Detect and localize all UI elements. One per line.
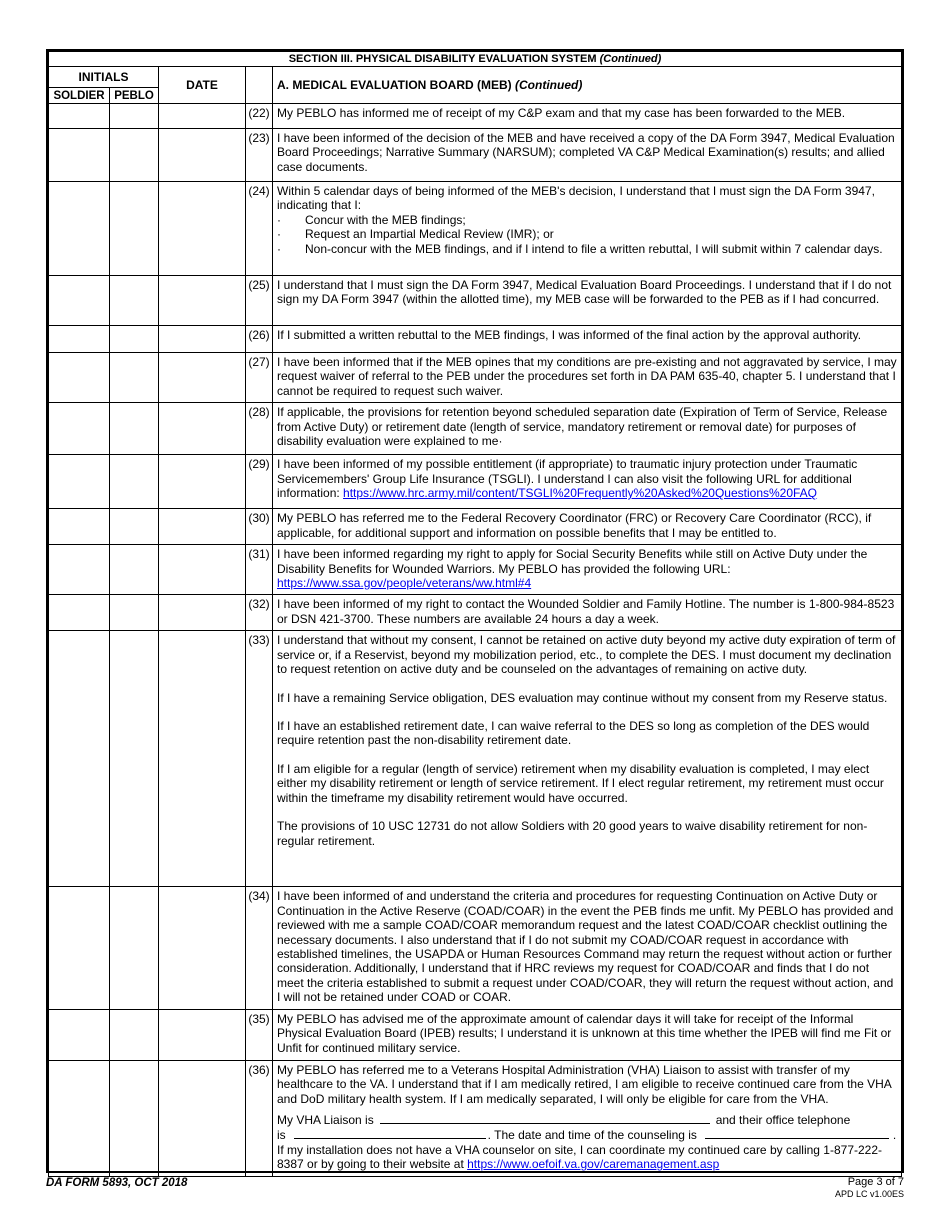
soldier-initials-cell[interactable] — [49, 182, 110, 276]
item-intro: Within 5 calendar days of being informed of the MEB's decision, I understand that I must sign the DA Form 3947, indicating that I: — [277, 184, 875, 213]
form-page — [46, 49, 904, 1173]
soldier-initials-cell[interactable] — [49, 104, 110, 129]
paragraph-text: If my installation does not have a VHA counselor on site, I can coordinate my continued care by calling 1-877-222-8387 or by going to their website at — [277, 1142, 883, 1172]
date-cell[interactable] — [159, 182, 246, 276]
date-cell[interactable] — [159, 326, 246, 353]
item-row-35 — [49, 1009, 902, 1060]
soldier-initials-cell[interactable] — [49, 1060, 110, 1176]
date-cell[interactable] — [159, 1060, 246, 1176]
paragraph: I understand that without my consent, I cannot be retained on active duty beyond my active duty expiration of term of service or, if a Reservist, beyond my mobilization period, etc., to complete the DES. I must document my declination to request retention on active duty and be counseled on the advantages of remaining on active duty. — [277, 633, 896, 677]
item-row-36 — [49, 1060, 902, 1176]
bullet-dot: · — [277, 241, 281, 256]
date-cell[interactable] — [159, 1009, 246, 1060]
item-number: (28) — [246, 403, 273, 455]
peblo-header: PEBLO — [110, 88, 159, 104]
date-cell[interactable] — [159, 403, 246, 455]
phone-date-line — [277, 1127, 897, 1142]
item-text: I have been informed of and understand the criteria and procedures for requesting Continuation on Active Duty or Continuation in the Active Reserve (COAD/COAR) in the event the PEB finds me unfit. My PEBLO has provided and reviewed with me a sample COAD/COAR memorandum request and the latest COAD/COAR checklist outlining the necessary documents. I also understand that if I do not submit my COAD/COAR request in accordance with established timelines, the USAPDA or Human Resources Command may return the request without action or further consideration. Additionally, I understand that if HRC reviews my request for COAD/COAR and finds that I do not meet the criteria established to submit a request under COAD/COAR, they will return the request without action, and I will not be retained under COAD or COAR. — [273, 887, 902, 1009]
va-caremanagement-link[interactable]: https://www.oefoif.va.gov/caremanagement.asp — [467, 1157, 720, 1172]
soldier-initials-cell[interactable] — [49, 887, 110, 1009]
office-phone-label: and their office telephone — [715, 1112, 851, 1127]
peblo-initials-cell[interactable] — [110, 104, 159, 129]
page-number: Page 3 of 7 — [847, 1176, 904, 1188]
subsection-title — [273, 67, 902, 104]
bullet-text: Request an Impartial Medical Review (IMR); or — [305, 227, 554, 242]
vha-liaison-field[interactable] — [380, 1112, 710, 1124]
peblo-initials-cell[interactable] — [110, 326, 159, 353]
item-text — [273, 545, 902, 595]
page-info — [835, 1176, 904, 1200]
peblo-initials-cell[interactable] — [110, 403, 159, 455]
item-number: (23) — [246, 129, 273, 182]
item-row-34 — [49, 887, 902, 1009]
item-row-31 — [49, 545, 902, 595]
peblo-initials-cell[interactable] — [110, 353, 159, 403]
date-cell[interactable] — [159, 545, 246, 595]
item-number: (22) — [246, 104, 273, 129]
paragraph: The provisions of 10 USC 12731 do not allow Soldiers with 20 good years to waive disability retirement for non-regular retirement. — [277, 819, 868, 848]
soldier-initials-cell[interactable] — [49, 455, 110, 509]
item-row-26 — [49, 326, 902, 353]
item-text: If I submitted a written rebuttal to the MEB findings, I was informed of the final action by the approval authority. — [273, 326, 902, 353]
soldier-initials-cell[interactable] — [49, 276, 110, 326]
date-cell[interactable] — [159, 509, 246, 545]
item-row-23 — [49, 129, 902, 182]
item-number: (26) — [246, 326, 273, 353]
tsgli-link[interactable]: https://www.hrc.army.mil/content/TSGLI%20Frequently%20Asked%20Questions%20FAQ — [343, 486, 818, 501]
peblo-initials-cell[interactable] — [110, 595, 159, 631]
date-cell[interactable] — [159, 595, 246, 631]
item-text — [273, 631, 902, 887]
subsection-continued: (Continued) — [515, 78, 583, 92]
subsection-title-text: A. MEDICAL EVALUATION BOARD (MEB) — [277, 78, 512, 92]
item-text: My PEBLO has informed me of receipt of my C&P exam and that my case has been forwarded to the MEB. — [273, 104, 902, 129]
soldier-initials-cell[interactable] — [49, 545, 110, 595]
counseling-datetime-field[interactable] — [705, 1127, 889, 1139]
peblo-initials-cell[interactable] — [110, 887, 159, 1009]
bullet-text: Concur with the MEB findings; — [305, 212, 466, 227]
soldier-initials-cell[interactable] — [49, 326, 110, 353]
item-text: I have been informed of my right to contact the Wounded Soldier and Family Hotline. The number is 1-800-984-8523 or DSN 421-3700. These numbers are available 24 hours a day a week. — [273, 595, 902, 631]
item-row-27 — [49, 353, 902, 403]
is-label: is — [277, 1128, 286, 1143]
peblo-initials-cell[interactable] — [110, 631, 159, 887]
soldier-initials-cell[interactable] — [49, 1009, 110, 1060]
soldier-initials-cell[interactable] — [49, 509, 110, 545]
soldier-initials-cell[interactable] — [49, 129, 110, 182]
peblo-initials-cell[interactable] — [110, 276, 159, 326]
item-text-body: I have been informed regarding my right to apply for Social Security Benefits while still on Active Duty under the Disability Benefits for Wounded Warriors. My PEBLO has provided the following URL: — [277, 547, 868, 576]
form-identifier: DA FORM 5893, OCT 2018 — [46, 1177, 188, 1189]
soldier-initials-cell[interactable] — [49, 631, 110, 887]
item-number: (29) — [246, 455, 273, 509]
vha-liaison-label: My VHA Liaison is — [277, 1112, 374, 1127]
item-row-30 — [49, 509, 902, 545]
paragraph — [277, 1143, 897, 1172]
date-cell[interactable] — [159, 455, 246, 509]
item-text: I have been informed that if the MEB opines that my conditions are pre-existing and not aggravated by service, I may request waiver of referral to the PEB under the procedures set forth in DA PAM 635-40, chapter 5. I understand that I cannot be required to request such waiver. — [273, 353, 902, 403]
paragraph: If I have a remaining Service obligation, DES evaluation may continue without my consent from my Reserve status. — [277, 690, 888, 705]
counseling-datetime-label: . The date and time of the counseling is — [487, 1128, 697, 1143]
bullet-item — [277, 213, 897, 227]
bullet-text: Non-concur with the MEB findings, and if I intend to file a written rebuttal, I will submit within 7 calendar days. — [305, 241, 883, 256]
item-number: (36) — [246, 1060, 273, 1176]
peblo-initials-cell[interactable] — [110, 509, 159, 545]
date-cell[interactable] — [159, 129, 246, 182]
bullet-dot: · — [277, 212, 281, 227]
number-header — [246, 67, 273, 104]
item-number: (35) — [246, 1009, 273, 1060]
item-row-33 — [49, 631, 902, 887]
item-number: (30) — [246, 509, 273, 545]
paragraph: My PEBLO has referred me to a Veterans Hospital Administration (VHA) Liaison to assist with transfer of my healthcare to the VA. I understand that if I am medically retired, I am eligible to receive continued care from the VHA and DoD military health system. If I am medically separated, I will only be eligible for care from the VHA. — [277, 1062, 892, 1106]
end-period: . — [892, 1128, 897, 1143]
soldier-initials-cell[interactable] — [49, 403, 110, 455]
item-text: I have been informed of the decision of the MEB and have received a copy of the DA Form 3947, Medical Evaluation Board Proceedings; Narrative Summary (NARSUM); completed VA C&P Medical Examination(s) results; and allied case documents. — [273, 129, 902, 182]
date-header: DATE — [159, 67, 246, 104]
date-cell[interactable] — [159, 353, 246, 403]
peblo-initials-cell[interactable] — [110, 545, 159, 595]
peblo-initials-cell[interactable] — [110, 1060, 159, 1176]
item-number: (25) — [246, 276, 273, 326]
section-title — [49, 52, 902, 67]
section-continued: (Continued) — [599, 53, 662, 65]
paragraph: If I am eligible for a regular (length of service) retirement when my disability evaluation is completed, I may elect either my disability retirement or length of service retirement. If I elect regular retirement, my retirement must occur within the timeframe my disability retirement would have occurred. — [277, 761, 884, 805]
item-row-24 — [49, 182, 902, 276]
form-table — [48, 51, 902, 1177]
soldier-initials-cell[interactable] — [49, 353, 110, 403]
bullet-item — [277, 227, 897, 241]
peblo-initials-cell[interactable] — [110, 1009, 159, 1060]
date-cell[interactable] — [159, 887, 246, 1009]
item-text: If applicable, the provisions for retention beyond scheduled separation date (Expiration of Term of Service, Release from Active Duty) or retirement date (length of service, mandatory retirement or removal date) for purposes of disability evaluation were explained to me· — [273, 403, 902, 455]
form-version: APD LC v1.00ES — [834, 1189, 904, 1199]
date-cell[interactable] — [159, 104, 246, 129]
office-phone-field[interactable] — [294, 1127, 486, 1139]
item-text — [273, 455, 902, 509]
item-number: (31) — [246, 545, 273, 595]
soldier-initials-cell[interactable] — [49, 595, 110, 631]
item-text: I understand that I must sign the DA Form 3947, Medical Evaluation Board Proceedings. I understand that if I do not sign my DA Form 3947 (within the allotted time), my MEB case will be forwarded to the PEB as if I had concurred. — [273, 276, 902, 326]
item-text-body: I have been informed of my possible entitlement (if appropriate) to traumatic injury protection under Traumatic Servicemembers' Group Life Insurance (TSGLI). I understand I can also visit the following URL for additional information: — [277, 457, 858, 501]
peblo-initials-cell[interactable] — [110, 455, 159, 509]
soldier-header: SOLDIER — [49, 88, 110, 104]
initials-header: INITIALS — [49, 67, 159, 88]
ssa-link[interactable]: https://www.ssa.gov/people/veterans/ww.html#4 — [277, 576, 532, 591]
paragraph: If I have an established retirement date, I can waive referral to the DES so long as completion of the DES would require retention past the non-disability retirement date. — [277, 719, 870, 748]
item-number: (33) — [246, 631, 273, 887]
bullet-dot: · — [277, 227, 281, 242]
item-text: My PEBLO has referred me to the Federal Recovery Coordinator (FRC) or Recovery Care Coordinator (RCC), if applicable, for additional support and information on possible benefits that I may be entitled to. — [273, 509, 902, 545]
item-row-32 — [49, 595, 902, 631]
item-number: (27) — [246, 353, 273, 403]
vha-liaison-line — [277, 1112, 897, 1127]
section-title-text: SECTION III. PHYSICAL DISABILITY EVALUATION SYSTEM — [288, 53, 597, 65]
item-text — [273, 1060, 902, 1176]
item-row-28 — [49, 403, 902, 455]
item-number: (34) — [246, 887, 273, 1009]
item-row-22 — [49, 104, 902, 129]
item-number: (24) — [246, 182, 273, 276]
bullet-item — [277, 242, 897, 256]
item-text: My PEBLO has advised me of the approximate amount of calendar days it will take for receipt of the Informal Physical Evaluation Board (IPEB) results; I understand it is unknown at this time whether the IPEB will find me Fit or Unfit for continued military service. — [273, 1009, 902, 1060]
peblo-initials-cell[interactable] — [110, 182, 159, 276]
date-cell[interactable] — [159, 276, 246, 326]
item-text — [273, 182, 902, 276]
item-row-29 — [49, 455, 902, 509]
peblo-initials-cell[interactable] — [110, 129, 159, 182]
date-cell[interactable] — [159, 631, 246, 887]
item-number: (32) — [246, 595, 273, 631]
item-row-25 — [49, 276, 902, 326]
